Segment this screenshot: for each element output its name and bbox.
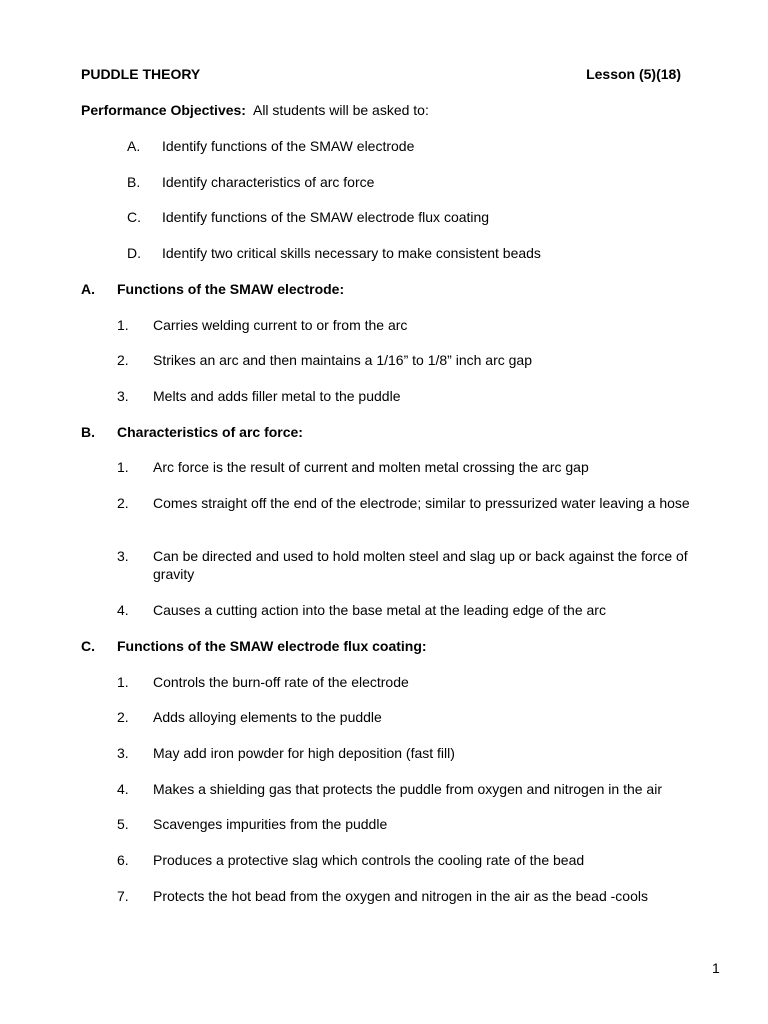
list-item-text: Can be directed and used to hold molten steel and slag up or back against the force of gravity: [153, 548, 688, 582]
list-item-marker: 1.: [117, 674, 129, 690]
section-marker: C.: [81, 638, 95, 654]
list-item-text: May add iron powder for high deposition (fast fill): [153, 745, 455, 761]
list-item-text: Comes straight off the end of the electrode; similar to pressurized water leaving a hose: [153, 495, 690, 511]
section-title: Functions of the SMAW electrode:: [117, 281, 345, 297]
list-item-text: Produces a protective slag which controls the cooling rate of the bead: [153, 852, 585, 868]
list-item-text: Adds alloying elements to the puddle: [153, 709, 382, 725]
objective-marker: A.: [127, 138, 141, 154]
list-item-text: Strikes an arc and then maintains a 1/16” to 1/8” inch arc gap: [153, 352, 532, 368]
objectives-intro: All students will be asked to:: [252, 102, 429, 118]
list-item-marker: 2.: [117, 352, 129, 368]
section-marker: A.: [81, 281, 95, 297]
performance-objectives: [81, 102, 429, 118]
list-item-marker: 3.: [117, 548, 129, 564]
lesson-number: Lesson (5)(18): [586, 66, 681, 82]
list-item-text: Carries welding current to or from the arc: [153, 317, 408, 333]
objective-text: Identify functions of the SMAW electrode: [162, 138, 415, 154]
list-item-marker: 4.: [117, 602, 129, 618]
list-item-text: Arc force is the result of current and molten metal crossing the arc gap: [153, 459, 589, 475]
list-item-marker: 4.: [117, 781, 129, 797]
list-item-marker: 3.: [117, 388, 129, 404]
page-header: [81, 66, 681, 84]
objective-marker: D.: [127, 245, 141, 261]
list-item-text: Causes a cutting action into the base metal at the leading edge of the arc: [153, 602, 606, 618]
list-item-text: Controls the burn-off rate of the electrode: [153, 674, 409, 690]
list-item-marker: 3.: [117, 745, 129, 761]
list-item-marker: 7.: [117, 888, 129, 904]
objective-marker: B.: [127, 174, 141, 190]
list-item-marker: 6.: [117, 852, 129, 868]
section-title: Characteristics of arc force:: [117, 424, 303, 440]
list-item-text: Melts and adds filler metal to the puddle: [153, 388, 401, 404]
list-item-marker: 1.: [117, 459, 129, 475]
list-item-marker: 2.: [117, 495, 129, 511]
objective-text: Identify two critical skills necessary to make consistent beads: [162, 245, 541, 261]
objective-text: Identify characteristics of arc force: [162, 174, 375, 190]
objective-marker: C.: [127, 209, 141, 225]
page-title: PUDDLE THEORY: [81, 66, 201, 82]
list-item-text: Makes a shielding gas that protects the puddle from oxygen and nitrogen in the air: [153, 781, 662, 797]
section-marker: B.: [81, 424, 95, 440]
list-item-text: Protects the hot bead from the oxygen and nitrogen in the air as the bead -cools: [153, 888, 648, 904]
list-item-text: Scavenges impurities from the puddle: [153, 816, 388, 832]
list-item-marker: 5.: [117, 816, 129, 832]
list-item-marker: 2.: [117, 709, 129, 725]
objective-text: Identify functions of the SMAW electrode flux coating: [162, 209, 490, 225]
list-item-marker: 1.: [117, 317, 129, 333]
objectives-label: Performance Objectives:: [81, 102, 246, 118]
section-title: Functions of the SMAW electrode flux coating:: [117, 638, 427, 654]
page-number: 1: [712, 960, 720, 976]
